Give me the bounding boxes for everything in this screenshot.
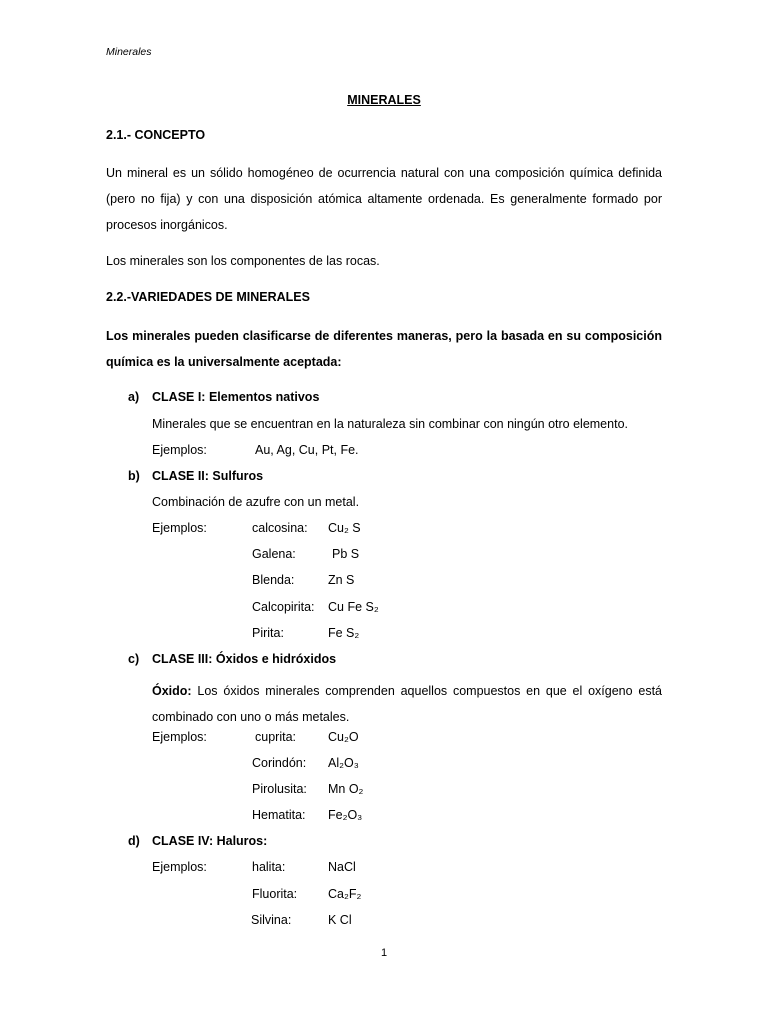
example-formula: K Cl [328, 913, 352, 927]
class-a-description: Minerales que se encuentran en la naturaleza sin combinar con ningún otro elemento. [152, 417, 628, 431]
class-d-examples-label: Ejemplos: [152, 860, 207, 874]
example-name: Corindón: [252, 756, 307, 770]
class-c-description: Los óxidos minerales comprenden aquellos compuestos en que el oxígeno está combinado con uno o más metales. [152, 684, 662, 724]
example-name: halita: [252, 860, 286, 874]
page-title: MINERALES [347, 93, 421, 107]
example-formula: Al₂O₃ [328, 756, 359, 770]
class-a-examples: Au, Ag, Cu, Pt, Fe. [255, 443, 359, 457]
section-heading-concepto: 2.1.- CONCEPTO [106, 128, 206, 142]
example-name: Pirolusita: [252, 782, 307, 796]
class-c-desc-label: Óxido: [152, 684, 192, 698]
class-b-description: Combinación de azufre con un metal. [152, 495, 360, 509]
example-name: Pirita: [252, 626, 284, 640]
example-name: cuprita: [255, 730, 296, 744]
page-number: 1 [380, 947, 388, 959]
example-formula: Cu Fe S₂ [328, 600, 379, 614]
rocas-paragraph: Los minerales son los componentes de las rocas. [106, 254, 380, 268]
example-formula: Zn S [328, 573, 355, 587]
example-name: Hematita: [252, 808, 306, 822]
example-formula: Ca₂F₂ [328, 887, 362, 901]
concepto-paragraph: Un mineral es un sólido homogéneo de ocurrencia natural con una composición química definida (pero no fija) y con una disposición atómica altamente ordenada. Es generalmente formado por procesos inorgánicos. [106, 166, 662, 232]
class-b-marker: b) [128, 469, 140, 483]
class-c-examples-label: Ejemplos: [152, 730, 207, 744]
class-b-examples-label: Ejemplos: [152, 521, 207, 535]
class-a-title: CLASE I: Elementos nativos [152, 390, 320, 404]
example-name: Calcopirita: [252, 600, 315, 614]
example-formula: Cu₂ S [328, 521, 361, 535]
class-b-title: CLASE II: Sulfuros [152, 469, 264, 483]
example-name: Blenda: [252, 573, 295, 587]
running-header: Minerales [106, 46, 152, 58]
class-c-description-block [152, 678, 662, 730]
example-formula: Fe S₂ [328, 626, 360, 640]
example-name: calcosina: [252, 521, 308, 535]
example-name: Fluorita: [252, 887, 298, 901]
class-a-examples-label: Ejemplos: [152, 443, 207, 457]
class-a-marker: a) [128, 390, 140, 404]
class-d-marker: d) [128, 834, 140, 848]
example-formula: Fe₂O₃ [328, 808, 363, 822]
class-c-marker: c) [128, 652, 140, 666]
class-c-title: CLASE III: Óxidos e hidróxidos [152, 652, 337, 666]
variedades-intro: Los minerales pueden clasificarse de diferentes maneras, pero la basada en su composición química es la universalmente aceptada: [106, 329, 662, 369]
example-name: Galena: [252, 547, 296, 561]
class-d-title: CLASE IV: Haluros: [152, 834, 268, 848]
example-formula: Pb S [332, 547, 360, 561]
example-formula: Mn O₂ [328, 782, 364, 796]
section-heading-variedades: 2.2.-VARIEDADES DE MINERALES [106, 290, 310, 304]
example-formula: NaCl [328, 860, 356, 874]
example-formula: Cu₂O [328, 730, 359, 744]
example-name: Silvina: [251, 913, 292, 927]
